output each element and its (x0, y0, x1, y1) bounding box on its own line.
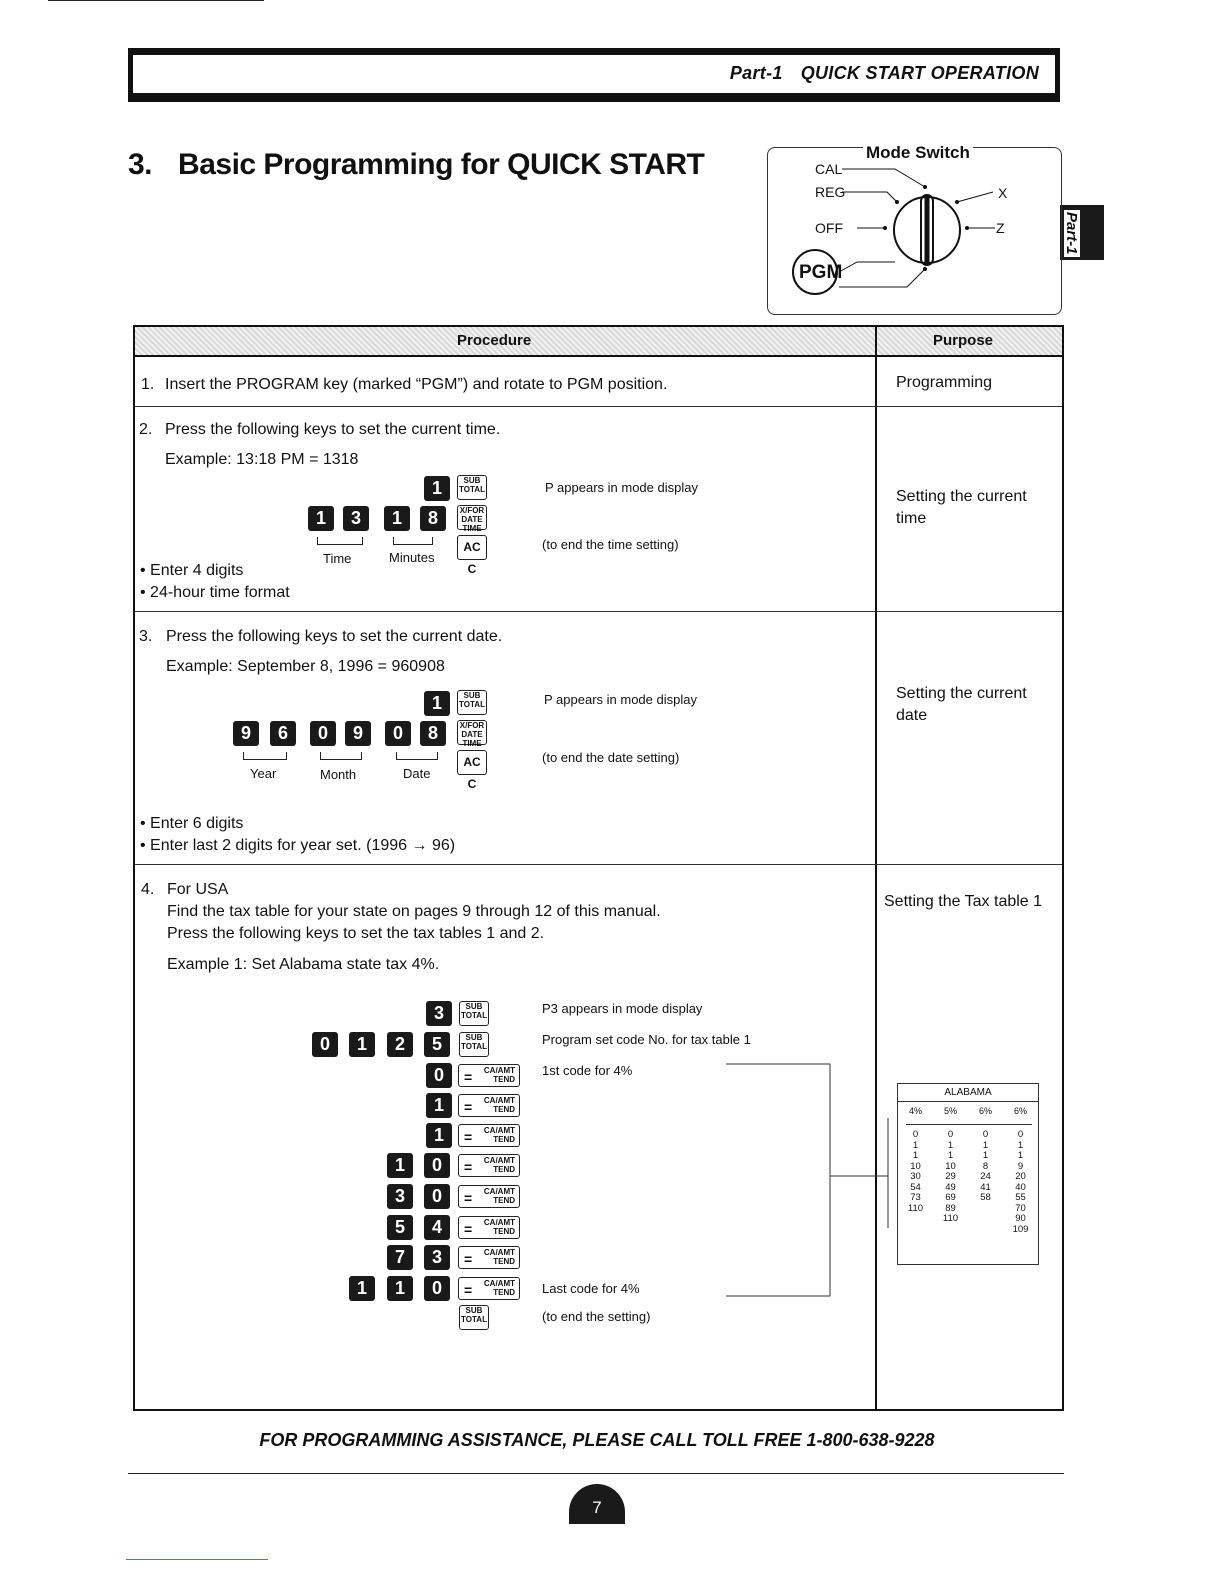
tax-cell: 10 (910, 1160, 921, 1172)
ac-c-key: AC C (457, 750, 487, 775)
x-line (957, 192, 993, 202)
subtotal-key: SUB TOTAL (459, 1305, 489, 1330)
key-digit: 8 (420, 506, 446, 531)
step1-purpose: Programming (896, 374, 993, 391)
tax-cell: 0 (982, 1129, 989, 1140)
subtotal-key: SUB TOTAL (457, 690, 487, 715)
ac-c-key: AC C (457, 535, 487, 560)
key-digit: 6 (270, 721, 296, 746)
tax-cell: 1 (912, 1150, 919, 1161)
step4-note: P3 appears in mode display (542, 1001, 703, 1016)
x-dot (955, 200, 959, 204)
step3-example: Example: September 8, 1996 = 960908 (166, 658, 445, 675)
page-header (128, 48, 1060, 102)
step4-line2: Find the tax table for your state on pages 9 through 12 of this manual. (167, 903, 661, 920)
key-digit: 1 (349, 1032, 375, 1057)
tax-cell: 1 (912, 1139, 919, 1151)
cal-line (842, 169, 925, 187)
row-divider (135, 864, 1062, 865)
step3-note1: P appears in mode display (544, 692, 697, 707)
label-month: Month (320, 767, 357, 782)
step4-note: 1st code for 4% (542, 1063, 633, 1078)
step3-note2: (to end the date setting) (542, 750, 680, 765)
tax-cell: 110 (907, 1202, 924, 1214)
mode-pgm: PGM (799, 262, 843, 283)
step3-num: 3. (139, 628, 153, 645)
ca-amt-tend-key: = CA/AMT TEND (458, 1216, 520, 1239)
tax-cell: 8 (982, 1160, 989, 1172)
tax-cell: 0 (912, 1129, 919, 1140)
ca-amt-tend-key: = CA/AMT TEND (458, 1094, 520, 1117)
tax-header: 4% (908, 1106, 922, 1116)
key-digit: 0 (426, 1063, 452, 1088)
key-digit: 8 (420, 721, 446, 746)
step3-bullet: • Enter last 2 digits for year set. (1996 → 96) (140, 837, 456, 854)
key-digit: 1 (426, 1093, 452, 1118)
key-digit: 5 (387, 1215, 413, 1240)
tax-cell: 109 (1012, 1223, 1029, 1235)
bottom-rule (126, 1559, 268, 1560)
z-dot (965, 226, 969, 230)
tax-cell: 90 (1015, 1213, 1026, 1224)
tax-cell: 1 (982, 1139, 989, 1151)
pgm-line-2 (839, 269, 925, 287)
step2-num: 2. (139, 421, 153, 438)
tax-cell: 20 (1015, 1171, 1026, 1182)
tax-cell: 10 (945, 1160, 956, 1172)
key-digit: 1 (387, 1153, 413, 1178)
minutes-bracket (393, 537, 433, 545)
key-digit: 0 (385, 721, 411, 746)
pgm-line (839, 262, 895, 272)
pgm-dot (923, 267, 927, 271)
key-digit: 0 (424, 1153, 450, 1178)
key-digit: 5 (424, 1032, 450, 1057)
tax-column (1003, 1130, 1038, 1235)
off-dot (883, 226, 887, 230)
row-divider (135, 406, 1062, 407)
time-bracket (317, 537, 363, 545)
mode-switch-title: Mode Switch (863, 143, 973, 163)
label-date: Date (403, 766, 431, 781)
cal-dot (923, 185, 927, 189)
tax-cell: 1 (947, 1139, 954, 1151)
step3-purpose: date (896, 707, 928, 724)
tax-cell: 29 (945, 1171, 956, 1182)
step4-line1: For USA (167, 881, 229, 898)
label-time: Time (323, 551, 352, 566)
step4-num: 4. (141, 881, 155, 898)
ca-amt-tend-key: = CA/AMT TEND (458, 1154, 520, 1177)
key-digit: 9 (233, 721, 259, 746)
ca-amt-tend-key: = CA/AMT TEND (458, 1246, 520, 1269)
step4-note: Last code for 4% (542, 1281, 640, 1296)
mode-z: Z (996, 220, 1005, 236)
tax-cell: 24 (980, 1171, 991, 1182)
tax-cell: 69 (945, 1192, 956, 1203)
section-title: Basic Programming for QUICK START (178, 148, 705, 181)
key-digit: 1 (424, 476, 450, 501)
key-digit: 1 (426, 1123, 452, 1148)
key-digit: 1 (387, 1276, 413, 1301)
step2-purpose: Setting the current (896, 488, 1027, 505)
tax-cell: 1 (1017, 1150, 1024, 1161)
key-digit: 0 (424, 1276, 450, 1301)
tax-table-title: ALABAMA (944, 1087, 992, 1098)
tax-cell: 89 (945, 1202, 956, 1214)
mode-switch-dial (767, 147, 1060, 313)
step4-line3: Press the following keys to set the tax tables 1 and 2. (167, 925, 545, 942)
footer-rule (128, 1473, 1064, 1474)
tax-cell: 0 (947, 1129, 954, 1140)
year-bracket (243, 752, 287, 760)
step2-bullet: • Enter 4 digits (140, 562, 244, 579)
subtotal-key: SUB TOTAL (459, 1032, 489, 1057)
tax-cell: 1 (947, 1150, 954, 1161)
tax-cell: 41 (980, 1181, 991, 1193)
key-digit: 0 (312, 1032, 338, 1057)
table-header (135, 327, 1062, 357)
header-part: Part-1 (729, 63, 783, 83)
tax-header: 5% (943, 1106, 957, 1116)
tax-cell: 73 (910, 1192, 921, 1203)
key-digit: 4 (424, 1215, 450, 1240)
x-for-date-time-key: X/FOR DATE TIME (457, 720, 487, 745)
footer-text: FOR PROGRAMMING ASSISTANCE, PLEASE CALL TOLL FREE 1-800-638-9228 (259, 1430, 935, 1450)
step1-text: Insert the PROGRAM key (marked “PGM”) and rotate to PGM position. (165, 376, 668, 393)
step3-text: Press the following keys to set the current date. (166, 628, 503, 645)
top-rule (48, 0, 264, 1)
page-number: 7 (569, 1484, 625, 1524)
key-digit: 3 (424, 1245, 450, 1270)
date-bracket (396, 752, 438, 760)
tax-cell: 70 (1015, 1202, 1026, 1214)
subtotal-key: SUB TOTAL (457, 475, 487, 500)
alabama-tax-table (897, 1083, 1039, 1265)
ca-amt-tend-key: = CA/AMT TEND (458, 1124, 520, 1147)
reg-line (842, 192, 897, 202)
step3-bullet: • Enter 6 digits (140, 815, 244, 832)
step2-purpose: time (896, 510, 927, 527)
key-digit: 1 (308, 506, 334, 531)
tax-cell: 110 (942, 1213, 959, 1224)
step2-text: Press the following keys to set the current time. (165, 421, 501, 438)
key-digit: 1 (349, 1276, 375, 1301)
label-minutes: Minutes (389, 550, 435, 565)
step2-bullet: • 24-hour time format (140, 584, 290, 601)
header-procedure: Procedure (457, 332, 532, 349)
tax-cell: 40 (1015, 1181, 1026, 1193)
key-digit: 3 (343, 506, 369, 531)
page-title (128, 148, 704, 182)
tax-cell: 54 (910, 1181, 921, 1193)
mode-x: X (998, 185, 1008, 201)
mode-off: OFF (815, 220, 843, 236)
mode-cal: CAL (815, 161, 843, 177)
x-for-date-time-key: X/FOR DATE TIME (457, 505, 487, 530)
section-number: 3. (128, 148, 153, 181)
header-purpose: Purpose (933, 332, 994, 349)
subtotal-key: SUB TOTAL (459, 1001, 489, 1026)
step3-purpose: Setting the current (896, 685, 1027, 702)
tax-column (933, 1130, 968, 1235)
ca-amt-tend-key: = CA/AMT TEND (458, 1185, 520, 1208)
step2-note1: P appears in mode display (545, 480, 698, 495)
tax-table-body (898, 1130, 1038, 1235)
pgm-key-circle (793, 250, 837, 294)
tax-column (968, 1130, 1003, 1235)
side-tab-label: Part-1 (1063, 212, 1080, 255)
tax-cell: 1 (1017, 1139, 1024, 1151)
header-text (730, 63, 1039, 84)
key-digit: 2 (387, 1032, 413, 1057)
key-digit: 1 (424, 691, 450, 716)
step4-purpose: Setting the Tax table 1 (884, 893, 1043, 910)
tax-cell: 55 (1015, 1192, 1026, 1203)
reg-dot (895, 200, 899, 204)
step4-example: Example 1: Set Alabama state tax 4%. (167, 956, 440, 973)
key-digit: 0 (424, 1184, 450, 1209)
key-digit: 1 (384, 506, 410, 531)
key-digit: 0 (310, 721, 336, 746)
month-bracket (320, 752, 362, 760)
ca-amt-tend-key: = CA/AMT TEND (458, 1277, 520, 1300)
step1-num: 1. (141, 376, 155, 393)
label-year: Year (250, 766, 277, 781)
tax-header: 6% (978, 1106, 992, 1116)
step4-note: Program set code No. for tax table 1 (542, 1032, 751, 1047)
tax-column (898, 1130, 933, 1235)
tax-cell: 9 (1017, 1160, 1024, 1172)
tax-header: 6% (1013, 1106, 1027, 1116)
step4-note: (to end the setting) (542, 1309, 651, 1324)
header-title: QUICK START OPERATION (800, 63, 1039, 83)
tax-cell: 0 (1017, 1129, 1024, 1140)
key-digit: 3 (426, 1001, 452, 1026)
key-digit: 3 (387, 1184, 413, 1209)
tax-cell: 49 (945, 1181, 956, 1193)
key-digit: 9 (345, 721, 371, 746)
tax-cell: 30 (910, 1171, 921, 1182)
step2-note2: (to end the time setting) (542, 537, 679, 552)
tax-table-headers (898, 1106, 1038, 1116)
connector-lines (720, 1060, 900, 1305)
row-divider (135, 611, 1062, 612)
key-digit: 7 (387, 1245, 413, 1270)
tax-cell: 58 (980, 1192, 991, 1203)
tax-cell: 1 (982, 1150, 989, 1161)
mode-reg: REG (815, 184, 846, 200)
step2-example: Example: 13:18 PM = 1318 (165, 451, 359, 468)
ca-amt-tend-key: = CA/AMT TEND (458, 1064, 520, 1087)
